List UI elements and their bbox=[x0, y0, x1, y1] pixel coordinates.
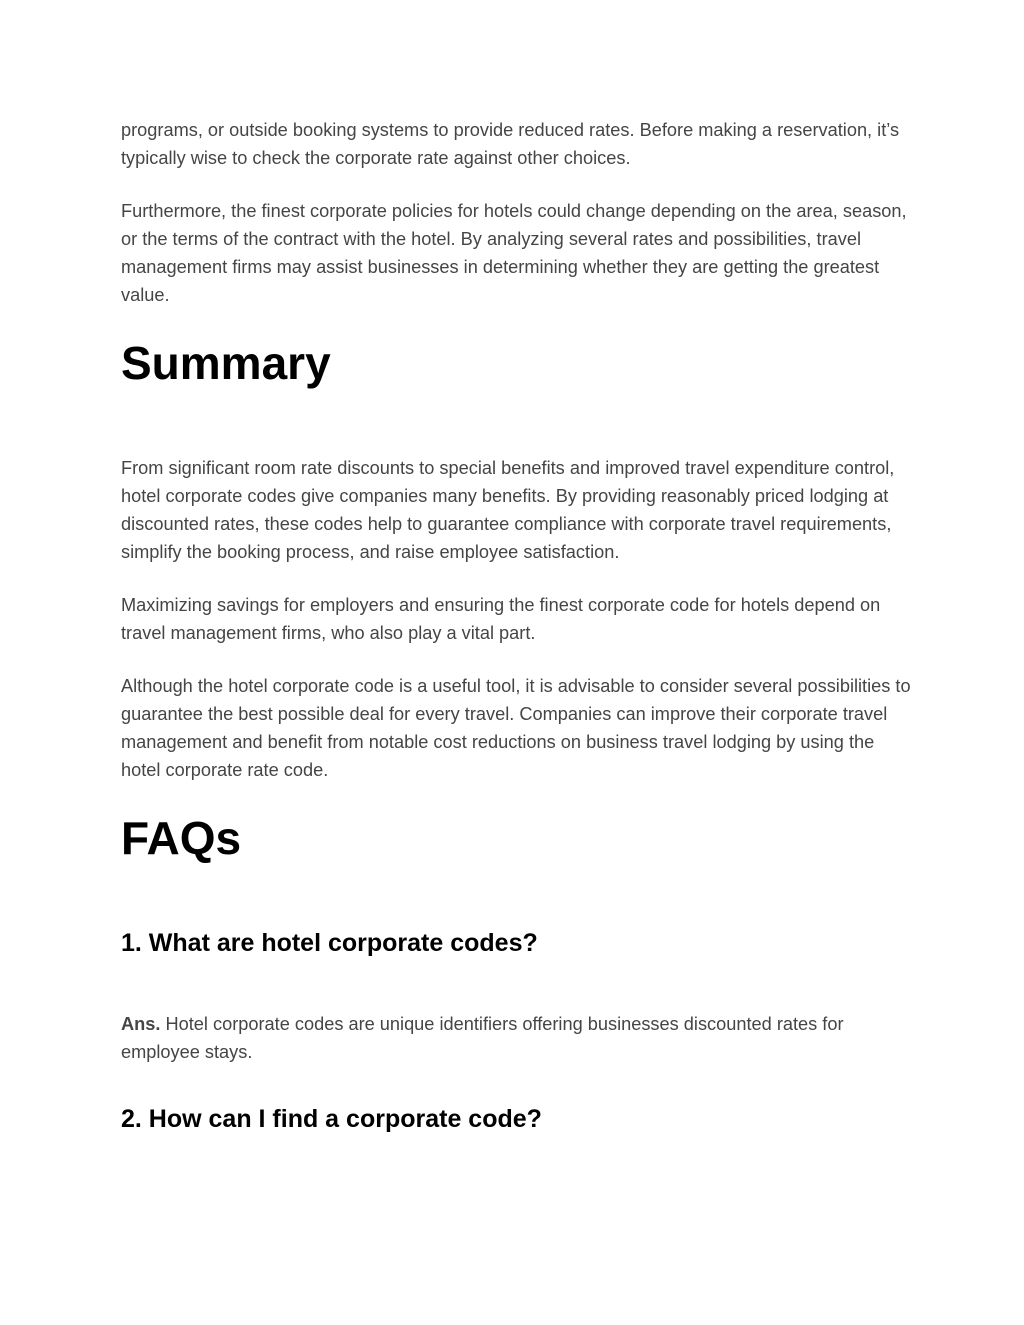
summary-paragraph-2: Maximizing savings for employers and ensuring the finest corporate code for hotels depend on travel management firms, who also play a vital part. bbox=[121, 595, 881, 643]
intro-paragraph-1: programs, or outside booking systems to provide reduced rates. Before making a reservation, it’s typically wise to check the corporate rate against other choices. bbox=[121, 120, 900, 168]
document-page bbox=[121, 116, 911, 1135]
faq-question-1: 1. What are hotel corporate codes? bbox=[121, 929, 538, 957]
answer-text: Hotel corporate codes are unique identifiers offering businesses discounted rates for employee stays. bbox=[121, 1014, 844, 1062]
intro-paragraph-2: Furthermore, the finest corporate policies for hotels could change depending on the area, season, or the terms of the contract with the hotel. By analyzing several rates and possibilities, travel management firms may assist businesses in determining whether they are getting the greatest value. bbox=[121, 201, 907, 305]
summary-paragraph-1: From significant room rate discounts to special benefits and improved travel expenditure control, hotel corporate codes give companies many benefits. By providing reasonably priced lodging at discounted rates, these codes help to guarantee compliance with corporate travel requirements, simplify the booking process, and raise employee satisfaction. bbox=[121, 458, 895, 562]
summary-heading: Summary bbox=[121, 337, 331, 389]
answer-label: Ans. bbox=[121, 1014, 161, 1034]
faq-answer-1 bbox=[121, 1010, 911, 1066]
faq-question-2: 2. How can I find a corporate code? bbox=[121, 1105, 542, 1133]
summary-paragraph-3: Although the hotel corporate code is a useful tool, it is advisable to consider several possibilities to guarantee the best possible deal for every travel. Companies can improve their corporate travel management and benefit from notable cost reductions on business travel lodging by using the hotel corporate rate code. bbox=[121, 676, 911, 780]
faqs-heading: FAQs bbox=[121, 812, 242, 864]
